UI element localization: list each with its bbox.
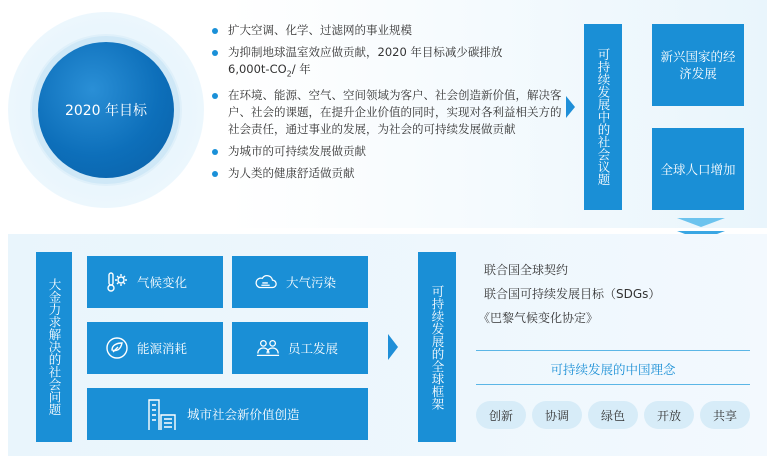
bullet-dot-icon [212, 50, 218, 56]
concept-pill: 开放 [644, 401, 694, 429]
bullet-item: 扩大空调、化学、过滤网的事业规模 [210, 22, 565, 39]
framework-item: 联合国可持续发展目标（SDGs） [484, 287, 661, 301]
big-problems-title: 大金力求解决的社会问题 [36, 252, 72, 442]
thermometer-sun-icon [105, 270, 129, 294]
divider-line [476, 350, 750, 351]
bullet-item: 在环境、能源、空气、空间领域为客户、社会创造新价值，解决客户、社会的课题，在提升企业价值的同时，实现对各利益相关方的社会责任，通过事业的发展，为社会的可持续发展做贡献 [210, 87, 565, 138]
bullet-item: 为抑制地球温室效应做贡献，2020 年目标减少碳排放 $6,000t-CO_2/$ 年 [210, 44, 565, 82]
concept-pill: 绿色 [588, 401, 638, 429]
social-issues-title: 可持续发展中的社会议题 [584, 24, 622, 210]
arrow-right-icon [388, 334, 398, 360]
goal-bullet-list [210, 22, 565, 187]
framework-item: 《巴黎气候变化协定》 [478, 311, 599, 325]
issue-box: 全球人口增加 [652, 128, 744, 210]
bullet-dot-icon [212, 149, 218, 155]
concept-pill: 共享 [700, 401, 750, 429]
bullet-dot-icon [212, 93, 218, 99]
tile-energy-consumption: 能源消耗 [87, 322, 223, 374]
bullet-item: 为城市的可持续发展做贡献 [210, 143, 565, 160]
goal-circle [38, 42, 174, 178]
framework-title: 可持续发展的全球框架 [418, 252, 456, 442]
leaf-icon [105, 336, 129, 360]
concept-pill: 协调 [532, 401, 582, 429]
tile-urban-value-creation: 城市社会新价值创造 [87, 388, 368, 440]
bullet-dot-icon [212, 28, 218, 34]
framework-item: 联合国全球契约 [484, 263, 569, 277]
goal-label: 2020 年目标 [64, 103, 148, 119]
china-concept-title: 可持续发展的中国理念 [550, 362, 676, 377]
bullet-item: 为人类的健康舒适做贡献 [210, 165, 565, 182]
concept-pill: 创新 [476, 401, 526, 429]
tile-air-pollution: 大气污染 [232, 256, 368, 308]
tile-climate-change: 气候变化 [87, 256, 223, 308]
tile-employee-development: 员工发展 [232, 322, 368, 374]
cloud-icon [254, 270, 278, 294]
divider-line [476, 384, 750, 385]
building-icon [147, 397, 177, 431]
bullet-dot-icon [212, 171, 218, 177]
arrow-right-icon [566, 96, 575, 118]
people-icon [256, 336, 280, 360]
chevron-down-icon [677, 218, 725, 227]
issue-box: 新兴国家的经济发展 [652, 24, 744, 106]
